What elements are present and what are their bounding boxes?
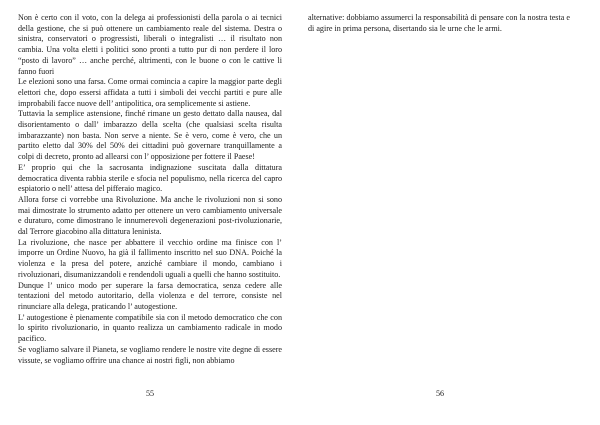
paragraph-delega: Dunque l’ unico modo per superare la farsa democratica, senza cedere alle tentazioni del metodo autoritario, della violenza e del terrore, consiste nel rinunciare alla delega, praticando l’ autogestione. <box>18 280 282 311</box>
paragraph-alternative: alternative: dobbiamo assumerci la responsabilità di pensare con la nostra testa e di agire in prima persona, disertando sia le urne che le armi. <box>308 13 570 33</box>
left-page-text <box>18 13 282 366</box>
paragraph-rivoluzione: Allora forse ci vorrebbe una Rivoluzione. Ma anche le rivoluzioni non si sono mai dimostrate lo strumento adatto per ottenere un vero cambiamento universale e duraturo, come dimostrano le innumerevoli degenerazioni post-rivoluzionarie, dal Terrore giacobino alla dittatura leninista. <box>18 194 282 237</box>
paragraph-astensione: Tuttavia la semplice astensione, finché rimane un gesto dettato dalla nausea, dal disorientamento o dall’ imbarazzo della scelta (che qualsiasi scelta risulta imbarazzante) non basta. Non serve a niente. Se è vero, come è vero, che un partito eletto dal 30% del 50% dei cittadini può governare tranquillamente a colpi di decreto, pronto ad allearsi con l’ opposizione per fottere il Paese! <box>18 109 282 162</box>
paragraph-elezioni: Le elezioni sono una farsa. Come ormai comincia a capire la maggior parte degli elettori che, dopo essersi affidata a tutti i simboli dei vecchi partiti e pure alle improbabili facce nuove dell’ antipolitica, ora semplicemente si astiene. <box>18 77 282 108</box>
paragraph-voto: Non è certo con il voto, con la delega ai professionisti della parola o ai tecnici della gestione, che si può ottenere un cambiamento reale del sistema. Destra o sinistra, conservatori o progressisti, liberali o integralisti … il risultato non cambia. Una volta eletti i politici sono pronti a tutto pur di non perdere il loro “posto di lavoro” … anche perché, altrimenti, con le buone o con le cattive li fanno fuori <box>18 13 282 76</box>
paragraph-ordine-nuovo: La rivoluzione, che nasce per abbattere il vecchio ordine ma finisce con l’ imporre un Ordine Nuovo, ha già il fallimento inscritto nel suo DNA. Poiché la violenza e la presa del potere, anziché cambiare il mondo, cambiano i rivoluzionari, disumanizzandoli e rendendoli uguali a quelli che hanno sostituito. <box>18 237 282 279</box>
right-page-text <box>308 13 570 34</box>
paragraph-pianeta: Se vogliamo salvare il Pianeta, se vogliamo rendere le nostre vite degne di essere vissute, se vogliamo offrire una chance ai nostri figli, non abbiamo <box>18 344 282 365</box>
paragraph-indignazione: E’ proprio qui che la sacrosanta indignazione suscitata dalla dittatura democratica diventa rabbia sterile e sfocia nel populismo, nella ricerca del capro espiatorio o nell’ attesa del pifferaio magico. <box>18 162 282 194</box>
page-number-left: 55 <box>145 389 155 398</box>
page-number-right: 56 <box>435 389 445 398</box>
paragraph-autogestione: L’ autogestione è pienamente compatibile sia con il metodo democratico che con lo spirito rivoluzionario, in quanto realizza un cambiamento radicale in modo pacifico. <box>18 312 282 344</box>
right-page <box>300 0 600 425</box>
